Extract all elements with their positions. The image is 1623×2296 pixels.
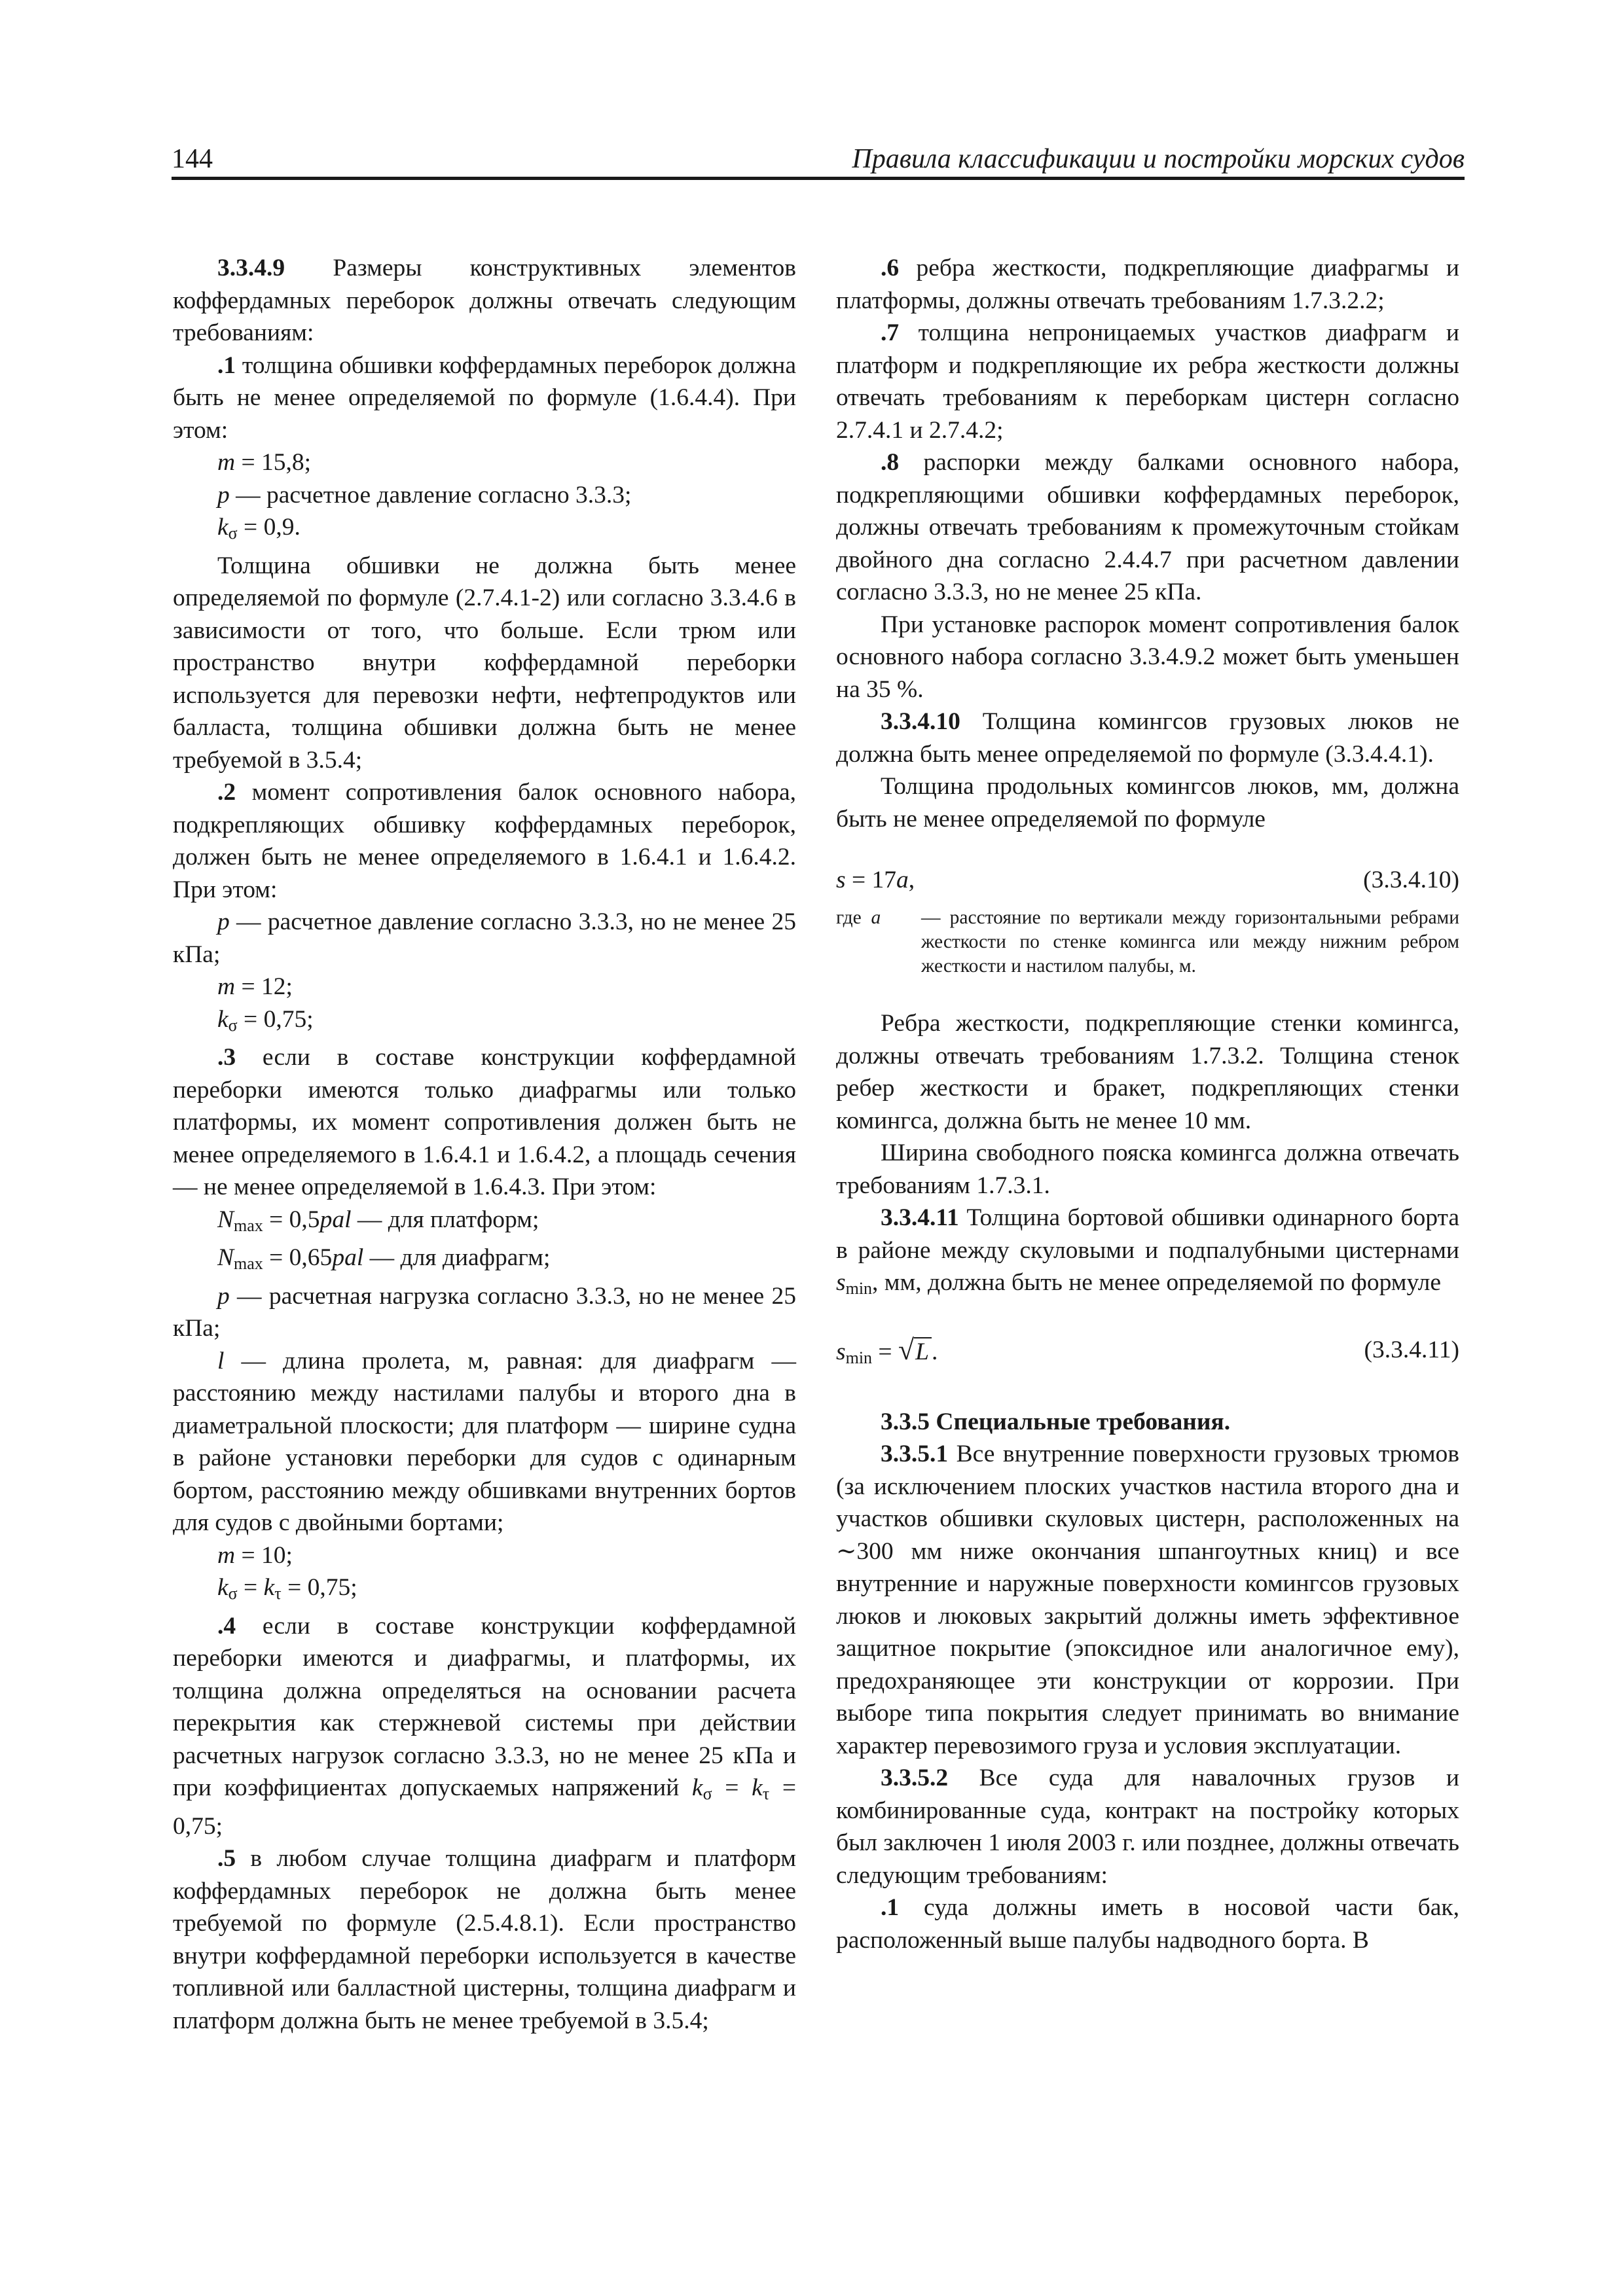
subscript-sigma: σ — [228, 1584, 238, 1603]
item-1-continuation: Толщина обшивки не должна быть менее определяемой по формуле (2.7.4.1-2) или согласно 3.3.4.6 в зависимости от того, что больше. Если трюм или пространство внутри коффердамной переборки используется для перевозки нефти, нефтепродуктов или балласта, толщина обшивки должна быть не менее требуемой в 3.5.4; — [173, 552, 796, 774]
symbol-a: a — [896, 867, 909, 893]
value-text: = 0,5 — [263, 1206, 320, 1233]
value-text: — расчетная нагрузка согласно 3.3.3, но не менее 25 кПа; — [173, 1282, 796, 1342]
subscript-min: min — [845, 1279, 873, 1298]
paragraph-text: Размеры конструктивных элементов коффердамных переборок должны отвечать следующим требованиям: — [173, 255, 796, 346]
item-number: .3 — [217, 1044, 236, 1071]
symbol-m: m — [217, 973, 236, 1000]
value-text: = 0,9. — [237, 514, 301, 541]
symbol-s: s — [836, 867, 846, 893]
formula-text: , — [908, 867, 915, 893]
clause-number: 3.3.4.10 — [881, 708, 960, 735]
symbol-m: m — [217, 1541, 236, 1569]
where-word: где — [836, 907, 862, 928]
item-text: распорки между балками основного набора, подкрепляющими обшивки коффердамных переборок, должны отвечать требованиям к промежуточным стойкам двойного дна согласно 2.4.4.7 при расчетном давлении согласно 3.3.3, но не менее 25 кПа. — [836, 449, 1459, 605]
item-text: если в составе конструкции коффердамной переборки имеются только диафрагмы или только платформы, их момент сопротивления должен быть не менее определяемого в 1.6.4.1 и 1.6.4.2, а площадь сечения — не менее определяемой в 1.6.4.3. При этом: — [173, 1044, 796, 1200]
item-text: толщина непроницаемых участков диафрагм и платформ и подкрепляющие их ребра жесткости должны отвечать требованиям к переборкам цистерн согласно 2.7.4.1 и 2.7.4.2; — [836, 319, 1459, 444]
subscript-tau: τ — [274, 1584, 282, 1603]
paragraph-3-3-4-11 — [836, 1202, 1459, 1305]
item-text: суда должны иметь в носовой части бак, расположенный выше палубы надводного борта. В — [836, 1894, 1459, 1954]
paragraph-3-3-4-9 — [173, 252, 796, 350]
formula-body — [836, 1334, 938, 1374]
item-5 — [173, 1842, 796, 2037]
paragraph-3-3-4-10 — [836, 706, 1459, 770]
paragraph-text: Ребра жесткости, подкрепляющие стенки комингса, должны отвечать требованиям 1.7.3.2. Толщина стенок ребер жесткости и бракет, подкрепляющих стенки комингса, должна быть не менее 10 мм. — [836, 1010, 1459, 1134]
item-4 — [173, 1610, 796, 1843]
item-number: .1 — [881, 1894, 900, 1921]
value-text: = 0,75; — [173, 1774, 796, 1840]
value-text: = 0,75; — [237, 1005, 314, 1033]
symbol-k: k — [217, 514, 228, 541]
value-text: — расчетное давление согласно 3.3.3, но не менее 25 кПа; — [173, 908, 796, 968]
left-column — [173, 252, 796, 2037]
formula-3-3-4-11 — [836, 1334, 1459, 1367]
value-text: — расчетное давление согласно 3.3.3; — [229, 481, 632, 509]
symbol-l: L — [914, 1337, 932, 1365]
paragraph-3-3-5-1 — [836, 1438, 1459, 1762]
symbol-s: s — [836, 1269, 846, 1296]
formula-text: . — [931, 1338, 938, 1365]
formula-where-note — [836, 906, 1459, 978]
subscript-sigma: σ — [228, 524, 238, 543]
coefficient-p — [173, 906, 796, 971]
coefficient-m — [173, 1539, 796, 1572]
item-text: в любом случае толщина диафрагм и платформ коффердамных переборок не должна быть менее требуемой по формуле (2.5.4.8.1). Если пространство внутри коффердамной переборки используется в качестве топливной или балластной цистерны, толщина диафрагм и платформ должна быть не менее требуемой в 3.5.4; — [173, 1845, 796, 2034]
item-text: ребра жесткости, подкрепляющие диафрагмы и платформы, должны отвечать требованиям 1.7.3.2.2; — [836, 255, 1459, 314]
value-text: = 12; — [235, 973, 293, 1000]
formula-n-max-platform — [173, 1204, 796, 1242]
symbol-p: p — [217, 908, 230, 935]
symbol-k: k — [217, 1574, 228, 1601]
page-header — [172, 141, 1465, 180]
formula-number: (3.3.4.10) — [1363, 867, 1459, 893]
paragraph-text: Толщина комингсов грузовых люков не должна быть менее определяемой по формуле (3.3.4.4.1). — [836, 708, 1459, 768]
clause-number: 3.3.4.9 — [217, 255, 285, 281]
coefficient-k — [173, 1003, 796, 1042]
symbol-m: m — [217, 449, 236, 476]
symbol-l: l — [217, 1347, 225, 1374]
right-column — [836, 252, 1459, 1956]
item-8-continuation: При установке распорок момент сопротивления балок основного набора согласно 3.3.4.9.2 может быть уменьшен на 35 %. — [836, 611, 1459, 703]
subscript-tau: τ — [762, 1784, 770, 1803]
symbol-a: a — [871, 907, 881, 928]
paragraph-text: Толщина бортовой обшивки одинарного борта в районе между скуловыми и подпалубными цистернами — [836, 1204, 1459, 1264]
paragraph-text: Все внутренние поверхности грузовых трюмов (за исключением плоских участков настила второго дна и участков обшивки скуловых цистерн, расположенных на ∼300 мм ниже окончания шпангоутных книц) и все внутренние и наружные поверхности комингсов грузовых люков и люковых закрытий должны иметь эффективное защитное покрытие (эпоксидное или аналогичное ему), предохраняющее эти конструкции от коррозии. При выборе типа покрытия следует принимать во внимание характер перевозимого груза и условия эксплуатации. — [836, 1441, 1459, 1759]
symbol-k: k — [752, 1774, 763, 1801]
page-number: 144 — [172, 144, 213, 174]
paragraph-3-3-5-2 — [836, 1762, 1459, 1892]
coefficient-p — [173, 479, 796, 512]
clause-number: 3.3.5.1 — [881, 1441, 949, 1467]
value-text: = — [237, 1574, 264, 1601]
item-8 — [836, 446, 1459, 609]
item-number: .5 — [217, 1845, 236, 1872]
item-2 — [173, 776, 796, 906]
symbol-p: p — [217, 481, 230, 509]
value-text: — длина пролета, м, равная: для диафрагм — расстоянию между настилами палубы и второго дна в диаметральной плоскости; для платформ — ширине судна в районе установки переборки для судов с одинарным бортом, расстоянию между обшивками внутренних бортов для судов с двойными бортами; — [173, 1347, 796, 1536]
item-1 — [836, 1892, 1459, 1956]
paragraph-text: Все суда для навалочных грузов и комбинированные суда, контракт на постройку которых был заключен 1 июля 2003 г. или позднее, должны отвечать следующим требованиям: — [836, 1765, 1460, 1889]
value-text: = 15,8; — [235, 449, 312, 476]
subscript-max: max — [234, 1254, 263, 1273]
paragraph-text: Толщина продольных комингсов люков, мм, должна быть не менее определяемой по формуле — [836, 773, 1459, 833]
coefficient-k — [173, 511, 796, 550]
item-number: .8 — [881, 449, 900, 476]
where-text: — расстояние по вертикали между горизонтальными ребрами жесткости по стенке комингса или между нижним ребром жесткости и настилом палубы, м. — [921, 907, 1459, 977]
square-root-sign: √ — [898, 1333, 915, 1366]
item-number: .4 — [217, 1612, 236, 1640]
coefficient-m — [173, 971, 796, 1003]
where-label — [836, 906, 881, 930]
value-text: — для платформ; — [351, 1206, 539, 1233]
symbol-p: p — [217, 1282, 230, 1310]
header-rule — [172, 177, 1465, 180]
value-text: — для диафрагм; — [363, 1244, 551, 1271]
value-text: = 10; — [235, 1541, 293, 1569]
subscript-sigma: σ — [228, 1015, 238, 1035]
item-7 — [836, 317, 1459, 446]
formula-number: (3.3.4.11) — [1364, 1336, 1459, 1363]
item-6 — [836, 252, 1459, 317]
symbol-k: k — [217, 1005, 228, 1033]
clause-number: 3.3.4.11 — [881, 1204, 959, 1231]
paragraph-text: , мм, должна быть не менее определяемой по формуле — [872, 1269, 1441, 1296]
symbol-pal: pal — [332, 1244, 364, 1271]
item-number: .6 — [881, 255, 900, 281]
symbol-n: N — [217, 1244, 234, 1271]
item-3 — [173, 1041, 796, 1204]
symbol-n: N — [217, 1206, 234, 1233]
formula-body — [836, 864, 915, 897]
subscript-min: min — [845, 1348, 873, 1367]
item-text: толщина обшивки коффердамных переборок должна быть не менее определяемой по формуле (1.6.4.4). При этом: — [173, 351, 796, 444]
formula-n-max-diaphragm — [173, 1242, 796, 1280]
item-text: если в составе конструкции коффердамной переборки имеются и диафрагмы, и платформы, их толщина должна определяться на основании расчета перекрытия как стержневой системы при действии расчетных нагрузок согласно 3.3.3, но не менее 25 кПа и при коэффициентах допускаемых напряжений — [173, 1612, 796, 1801]
formula-text: = — [872, 1338, 898, 1365]
symbol-k: k — [691, 1774, 703, 1801]
value-text: = — [712, 1774, 752, 1801]
coefficient-k — [173, 1571, 796, 1610]
running-title: Правила классификации и постройки морских судов — [852, 144, 1465, 174]
coefficient-p — [173, 1280, 796, 1345]
clause-number: 3.3.5.2 — [881, 1765, 949, 1791]
formula-3-3-4-10 — [836, 864, 1459, 897]
item-number: .7 — [881, 319, 900, 346]
item-number: .1 — [217, 351, 236, 379]
paragraph-text: Ширина свободного пояска комингса должна отвечать требованиям 1.7.3.1. — [836, 1139, 1459, 1199]
item-1 — [173, 350, 796, 447]
subscript-sigma: σ — [702, 1784, 712, 1803]
subscript-max: max — [234, 1215, 263, 1235]
definition-l — [173, 1345, 796, 1539]
value-text: = 0,75; — [281, 1574, 357, 1601]
symbol-s: s — [836, 1338, 846, 1365]
value-text: = 0,65 — [263, 1244, 333, 1271]
coefficient-m — [173, 446, 796, 479]
formula-text: = 17 — [845, 867, 896, 893]
item-number: .2 — [217, 779, 236, 806]
symbol-k: k — [263, 1574, 275, 1601]
item-text: момент сопротивления балок основного набора, подкрепляющих обшивку коффердамных переборок, должен быть не менее определяемого в 1.6.4.1 и 1.6.4.2. При этом: — [173, 779, 796, 903]
section-heading-3-3-5: 3.3.5 Специальные требования. — [881, 1408, 1231, 1435]
symbol-pal: pal — [319, 1206, 352, 1233]
